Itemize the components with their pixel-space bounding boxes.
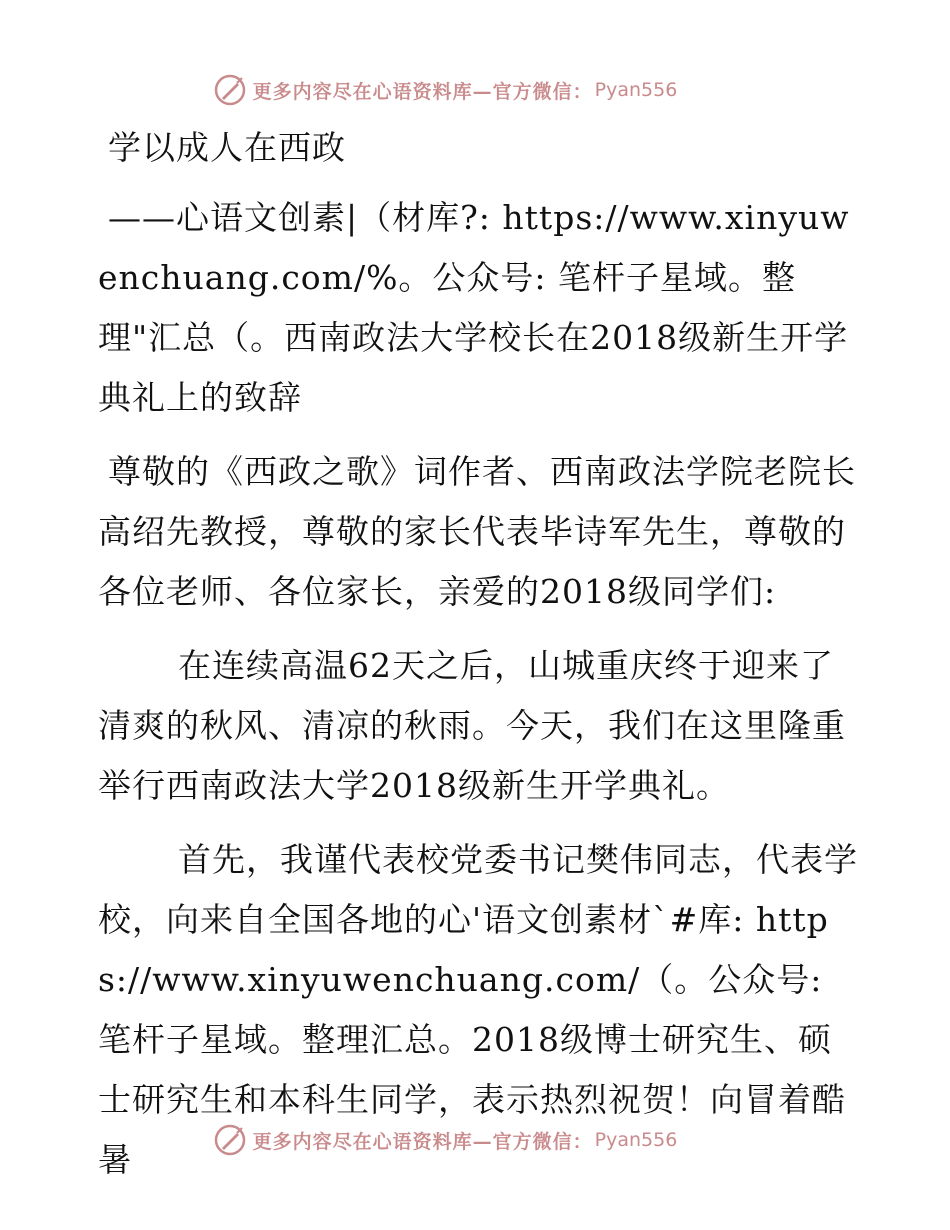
banner-slogan: 更多内容尽在心语资料库—官方微信：	[252, 1130, 593, 1153]
body-paragraph: 在连续高温62天之后，山城重庆终于迎来了清爽的秋风、清凉的秋雨。今天，我们在这里隆重举行西南政法大学2018级新生开学典礼。	[98, 646, 846, 805]
header-banner	[0, 70, 950, 110]
banner-wechat-id: Pyan556	[594, 79, 678, 101]
body-paragraph: 首先，我谨代表校党委书记樊伟同志，代表学校，向来自全国各地的心'语文创素材`#库: https://www.xinyuwenchuang.com/（。公众号: 笔杆子星域。整理汇总。2018级博士研究生、硕士研究生和本科生同学，表示热烈祝贺！向冒着酷暑	[98, 840, 858, 1179]
quill-logo-icon	[213, 1123, 247, 1157]
document-body	[98, 118, 858, 1204]
document-title: 学以成人在西政	[108, 128, 346, 167]
salutation: 尊敬的《西政之歌》词作者、西南政法学院老院长高绍先教授，尊敬的家长代表毕诗军先生，尊敬的各位老师、各位家长，亲爱的2018级同学们:	[98, 452, 856, 611]
footer-banner-content	[213, 1123, 678, 1157]
document-subtitle: ——心语文创素|（材库?: https://www.xinyuwenchuang.com/%。公众号: 笔杆子星域。整理"汇总（。西南政法大学校长在2018级新生开学典礼上的致辞	[98, 198, 850, 417]
footer-banner	[0, 1120, 950, 1160]
banner-wechat-id: Pyan556	[594, 1129, 678, 1151]
header-banner-content	[213, 73, 678, 107]
banner-slogan: 更多内容尽在心语资料库—官方微信：	[252, 80, 593, 103]
quill-logo-icon	[213, 73, 247, 107]
